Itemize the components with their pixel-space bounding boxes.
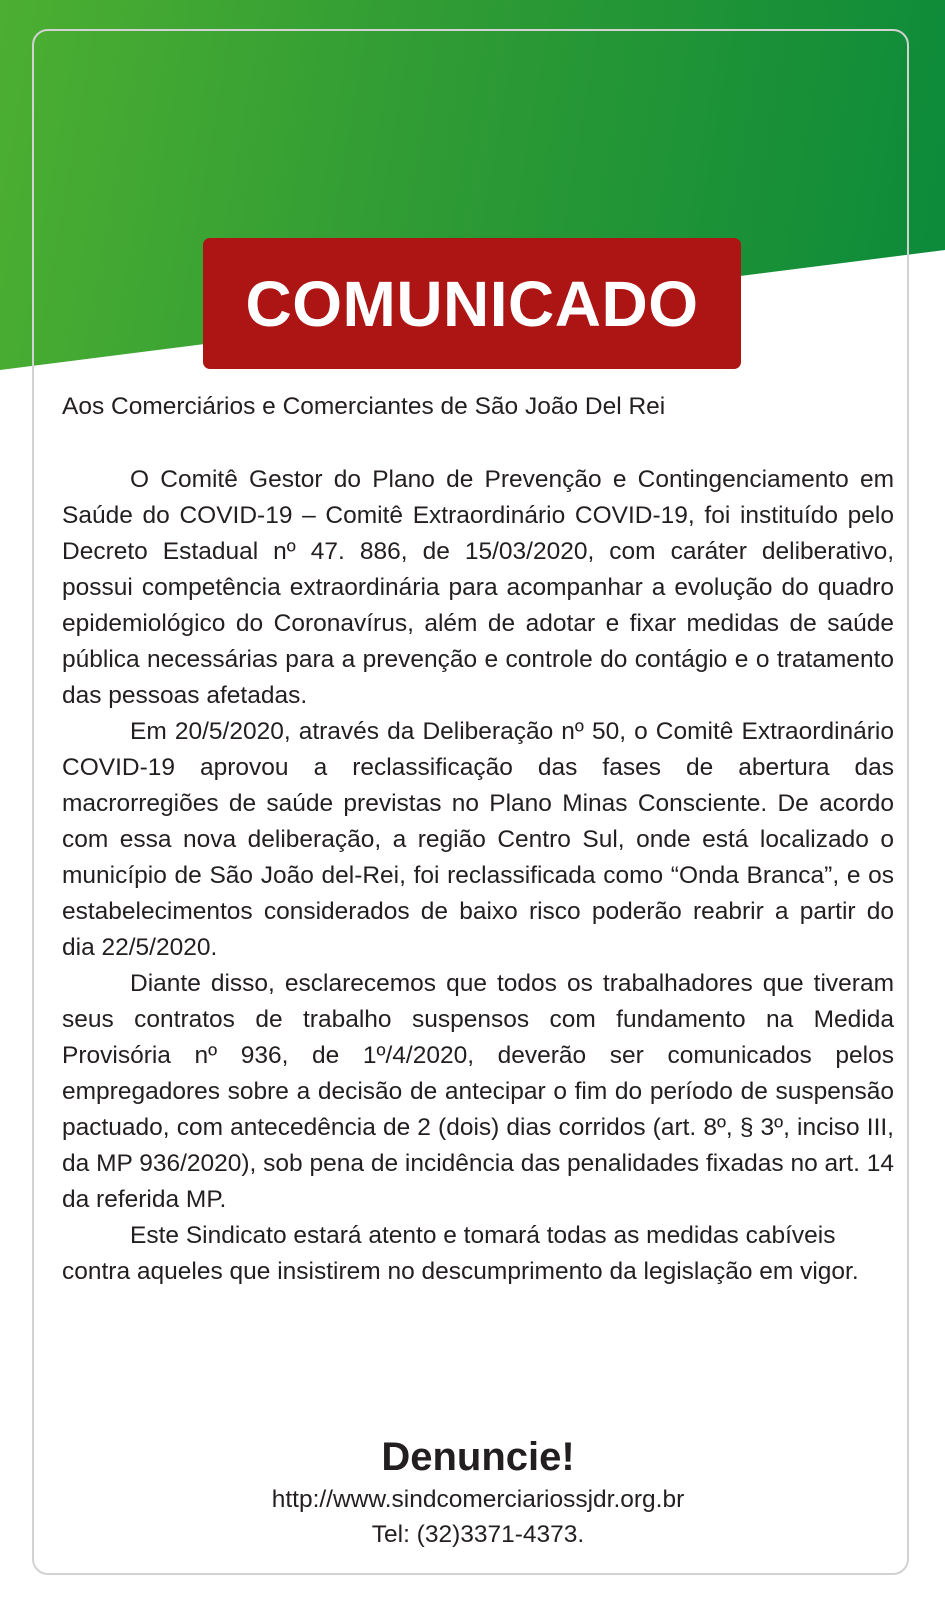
paragraph-union: Este Sindicato estará atento e tomará todas as medidas cabíveis contra aqueles que insistirem no descumprimento da legislação em vigor. (62, 1222, 859, 1285)
comunicado-banner (203, 238, 741, 369)
paragraph-deliberation: Em 20/5/2020, através da Deliberação nº 50, o Comitê Extraordinário COVID-19 aprovou a reclassificação das fases de abertura das macrorregiões de saúde previstas no Plano Minas Consciente. De acordo com essa nova deliberação, a região Centro Sul, onde está localizado o município de São João del-Rei, foi reclassificada como “Onda Branca”, e os estabelecimentos considerados de baixo risco poderão reabrir a partir do dia 22/5/2020. (62, 718, 894, 961)
banner-title: COMUNICADO (245, 267, 699, 340)
phone-number: Tel: (32)3371-4373. (371, 1521, 585, 1548)
footer (62, 1432, 894, 1552)
website-link[interactable]: http://www.sindcomerciariossjdr.org.br (271, 1486, 685, 1513)
notice-body (62, 462, 894, 1290)
paragraph-workers: Diante disso, esclarecemos que todos os trabalhadores que tiveram seus contratos de trabalho suspensos com fundamento na Medida Provisória nº 936, de 1º/4/2020, deverão ser comunicados pelos empregadores sobre a decisão de antecipar o fim do período de suspensão pactuado, com antecedência de 2 (dois) dias corridos (art. 8º, § 3º, inciso III, da MP 936/2020), sob pena de incidência das penalidades fixadas no art. 14 da referida MP. (62, 970, 894, 1213)
greeting-line: Aos Comerciários e Comerciantes de São João Del Rei (62, 393, 666, 420)
paragraph-committee: O Comitê Gestor do Plano de Prevenção e Contingenciamento em Saúde do COVID-19 – Comitê Extraordinário COVID-19, foi instituído pelo Decreto Estadual nº 47. 886, de 15/03/2020, com caráter deliberativo, possui competência extraordinária para acompanhar a evolução do quadro epidemiológico do Coronavírus, além de adotar e fixar medidas de saúde pública necessárias para a prevenção e controle do contágio e o tratamento das pessoas afetadas. (62, 466, 894, 709)
denuncie-heading: Denuncie! (381, 1435, 575, 1479)
